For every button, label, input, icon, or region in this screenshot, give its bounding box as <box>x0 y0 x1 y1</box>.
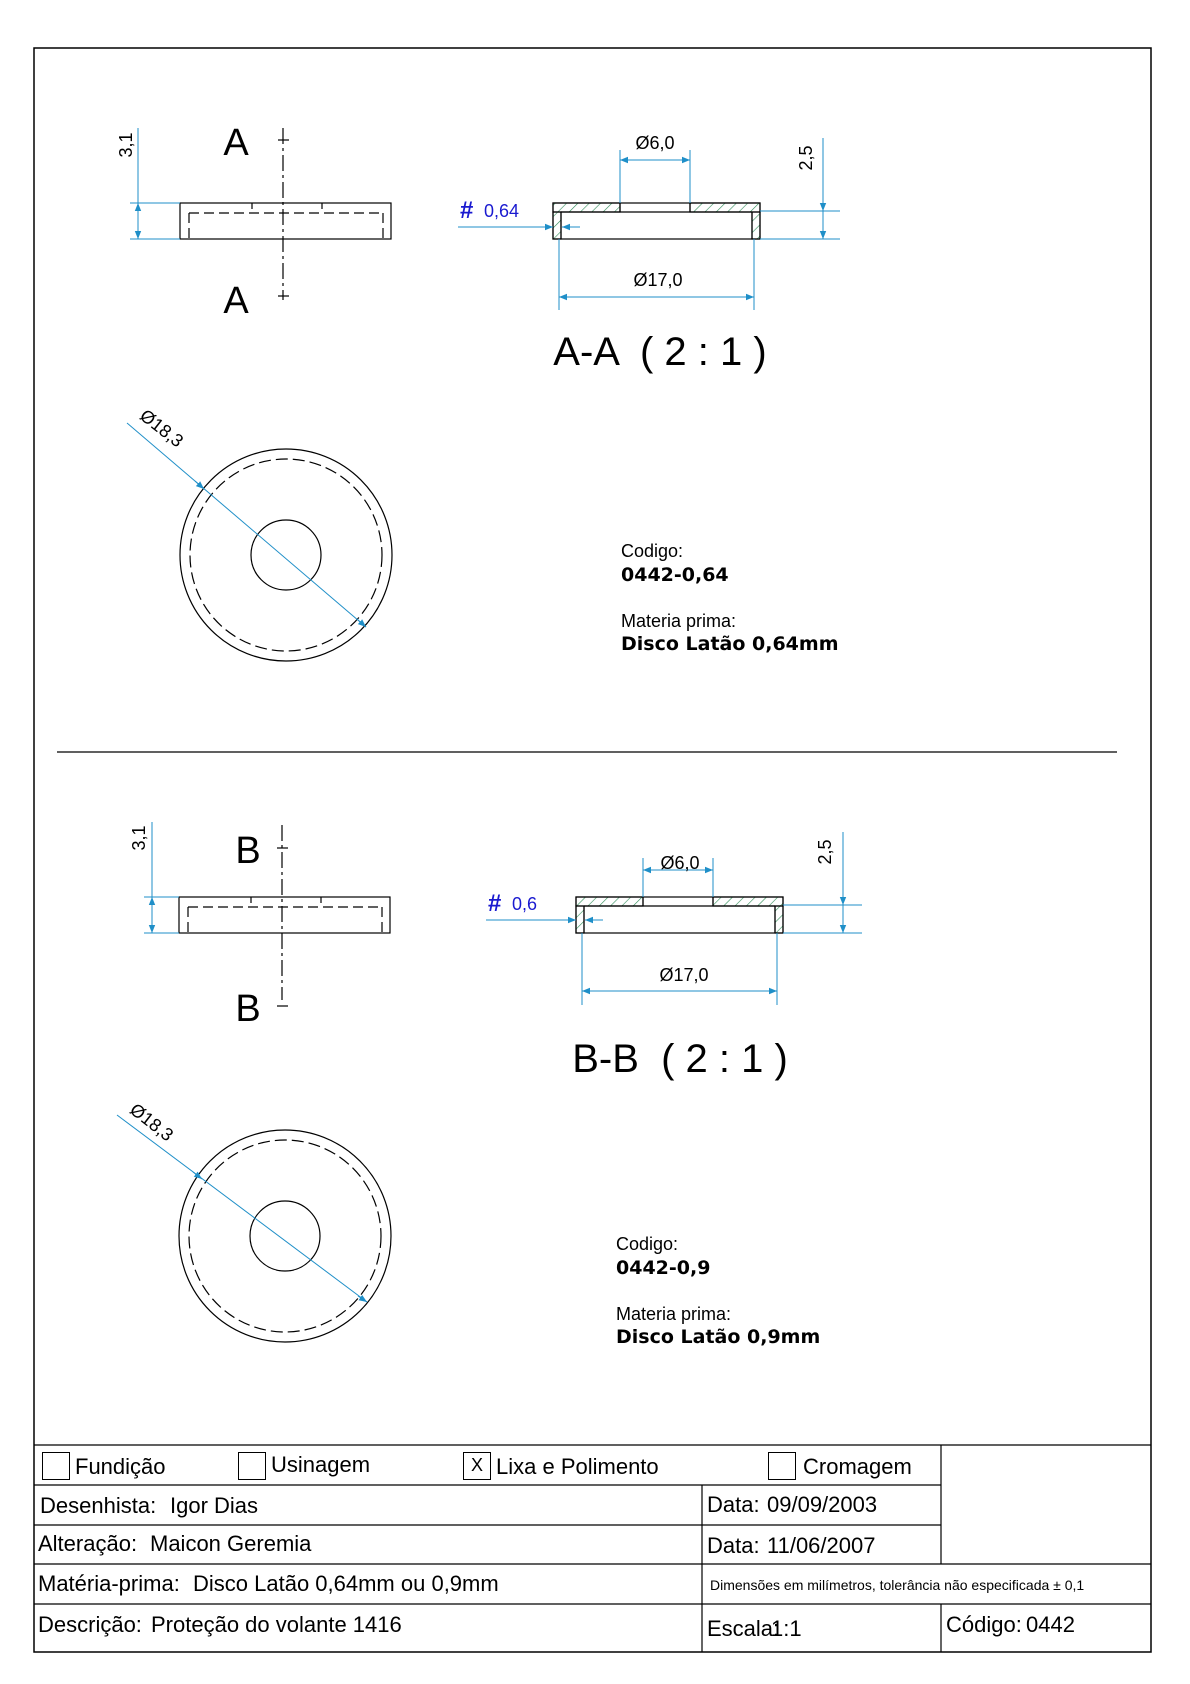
codigo-value: 0442 <box>1026 1612 1075 1637</box>
part-b-materia-value: Disco Latão 0,9mm <box>616 1326 821 1348</box>
desenhista-label: Desenhista: <box>40 1493 157 1518</box>
sheet-frame <box>34 48 1151 1652</box>
part-b-section-view <box>576 897 783 933</box>
part-a-section-title: A-A ( 2 : 1 ) <box>553 330 767 374</box>
part-a-codigo-label: Codigo: <box>621 541 684 561</box>
data1-label: Data: <box>707 1492 760 1517</box>
part-a-outer-diameter-label: Ø17,0 <box>633 270 683 290</box>
part-b-section-height-label: 2,5 <box>815 839 835 865</box>
data2-value: 11/06/2007 <box>767 1533 876 1558</box>
part-a <box>116 122 840 661</box>
data1-value: 09/09/2003 <box>767 1492 878 1517</box>
part-a-side-height-label: 3,1 <box>116 132 136 158</box>
codigo-label: Código: <box>946 1612 1022 1637</box>
descricao-value: Proteção do volante 1416 <box>151 1612 402 1637</box>
part-b-codigo-label: Codigo: <box>616 1234 679 1254</box>
checkbox-usinagem[interactable] <box>238 1452 266 1480</box>
descricao-label: Descrição: <box>38 1612 142 1637</box>
process-label-lixa-polimento: Lixa e Polimento <box>496 1454 659 1479</box>
part-b-section-letter-top: B <box>235 830 261 872</box>
escala-value: 1:1 <box>771 1616 802 1641</box>
data2-label: Data: <box>707 1533 760 1558</box>
part-b-codigo-value: 0442-0,9 <box>616 1257 711 1279</box>
alteracao-value: Maicon Geremia <box>150 1531 312 1556</box>
alteracao-label: Alteração: <box>38 1531 138 1556</box>
part-b-thickness-value: 0,6 <box>512 894 538 914</box>
process-label-fundicao: Fundição <box>75 1454 166 1479</box>
part-b-top-view <box>179 1130 391 1342</box>
part-b <box>117 822 862 1348</box>
part-b-side-height-label: 3,1 <box>129 825 149 851</box>
part-b-materia-label: Materia prima: <box>616 1304 732 1324</box>
part-a-top-diameter-label: Ø18,3 <box>136 405 188 452</box>
part-b-top-diameter-label: Ø18,3 <box>126 1099 178 1146</box>
desenhista-value: Igor Dias <box>170 1493 259 1518</box>
part-a-section-letter-bottom: A <box>223 280 249 322</box>
part-a-section-view <box>553 203 760 239</box>
part-a-inner-diameter-label: Ø6,0 <box>635 133 675 153</box>
part-b-thickness-symbol: # <box>488 890 502 917</box>
part-b-side-height-dim <box>144 822 179 933</box>
part-a-materia-value: Disco Latão 0,64mm <box>621 633 839 655</box>
escala-label: Escala: <box>707 1616 780 1641</box>
part-b-outer-diameter-label: Ø17,0 <box>659 965 709 985</box>
checkbox-lixa-polimento[interactable]: X <box>463 1452 491 1480</box>
part-a-thickness-value: 0,64 <box>484 201 520 221</box>
part-a-section-height-label: 2,5 <box>796 145 816 171</box>
dimension-note: Dimensões em milímetros, tolerância não especificada ± 0,1 <box>710 1577 1085 1593</box>
part-a-side-view <box>180 128 391 300</box>
part-b-top-diameter-dim <box>117 1115 367 1302</box>
process-label-usinagem: Usinagem <box>271 1452 371 1477</box>
part-b-section-letter-bottom: B <box>235 988 261 1030</box>
materia-prima-value: Disco Latão 0,64mm ou 0,9mm <box>193 1571 499 1596</box>
checkbox-cromagem[interactable] <box>768 1452 796 1480</box>
part-b-side-view <box>179 825 390 1006</box>
part-a-codigo-value: 0442-0,64 <box>621 564 729 586</box>
checkbox-fundicao[interactable] <box>42 1452 70 1480</box>
part-a-section-letter-top: A <box>223 122 249 164</box>
part-a-top-view <box>180 449 392 661</box>
part-a-thickness-symbol: # <box>460 197 474 224</box>
materia-prima-label: Matéria-prima: <box>38 1571 180 1596</box>
part-a-top-diameter-dim <box>127 423 366 627</box>
part-b-section-title: B-B ( 2 : 1 ) <box>572 1037 788 1081</box>
process-label-cromagem: Cromagem <box>803 1454 912 1479</box>
part-b-inner-diameter-label: Ø6,0 <box>660 853 700 873</box>
part-a-materia-label: Materia prima: <box>621 611 737 631</box>
part-a-side-height-dim <box>130 128 180 239</box>
